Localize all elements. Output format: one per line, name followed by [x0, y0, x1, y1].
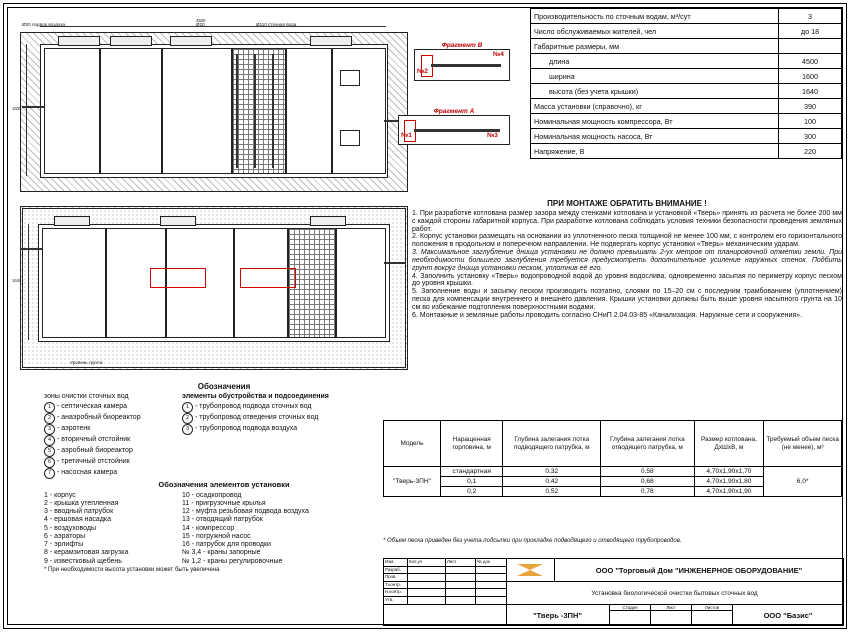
title-block-cell: Т.контр. — [384, 582, 408, 589]
legend-title: Обозначения — [197, 382, 251, 391]
drawing-name: "Тверь -3ПН" — [506, 605, 610, 626]
model-table-cell: 4,70х1,90х1,90 — [694, 487, 764, 497]
legend-left-list — [44, 402, 172, 479]
dim-line-section-height — [28, 224, 29, 340]
fragment-b-caption: Фрагмент В — [441, 42, 483, 49]
fragment-b-pipe — [431, 64, 501, 67]
title-block-cell — [408, 567, 446, 574]
legend-element-item: 12 - муфта резьбовая подвода воздуха — [182, 508, 309, 516]
section-lid-2 — [160, 216, 196, 226]
model-table-header: Глубина залегания лотка подводящего патрубка, м — [503, 421, 601, 467]
legend-text: - третичный отстойник — [57, 457, 130, 465]
note-item: 2. Корпус установки размещать на основании из уплотненного песка толщиной не менее 100 мм, с контролем его горизонтального положения в продольном и поперечном направлении. Не подвергать корпус установки «Тверь» механическим ударам. — [412, 233, 842, 249]
spec-label: Масса установки (справочно), кг — [531, 99, 779, 114]
chamber-6-top — [332, 48, 386, 174]
title-block-cell — [446, 567, 476, 574]
title-block-cell: № док — [477, 559, 490, 564]
title-block-cell: Изм. — [384, 559, 408, 566]
legend-item — [182, 413, 404, 424]
spec-label: Номинальная мощность насоса, Вт — [531, 129, 779, 144]
legend-text: - трубопровод подвода воздуха — [195, 424, 298, 432]
owner-name: ООО "Базис" — [763, 611, 813, 620]
title-block-row — [384, 559, 506, 567]
title-block-cell — [408, 589, 446, 596]
specification-table — [530, 8, 842, 159]
section-outlet-pipe — [384, 262, 406, 264]
company-logo-icon — [506, 559, 555, 581]
spec-row — [531, 144, 842, 159]
model-table-cell: 0,68 — [601, 477, 694, 487]
legend-elements-left — [44, 492, 172, 566]
model-table-cell: 0,1 — [441, 477, 503, 487]
spec-row — [531, 39, 842, 54]
fragment-b-body — [414, 49, 510, 81]
spec-value: 3 — [779, 9, 842, 24]
model-table-cell: 0,52 — [503, 487, 601, 497]
legend-text: - аэротенк — [57, 424, 91, 432]
title-block-cell — [476, 582, 506, 589]
spec-label: Габаритные размеры, мм — [531, 39, 779, 54]
model-table-header: Требуемый объем песка (не менее), м³ — [764, 421, 842, 467]
spec-row — [531, 129, 842, 144]
legend-element-item: 2 - крышка утепленная — [44, 499, 119, 507]
air-pipe-top-3 — [272, 54, 274, 168]
legend-element-item: 4 - ершовая насадка — [44, 516, 112, 524]
title-block-row — [384, 582, 506, 590]
legend-number: 3 — [182, 424, 193, 435]
pump-top — [340, 130, 360, 146]
section-ground-label: Уровень грунта — [70, 360, 103, 365]
legend-number: 2 — [44, 413, 55, 424]
legend-text: - аэробный биореактор — [57, 446, 133, 454]
model-table-cell: 0,78 — [601, 487, 694, 497]
air-pipe-top-2 — [254, 54, 256, 168]
legend-element-item: 7 - эрлифты — [44, 541, 84, 549]
legend-number: 1 — [182, 402, 193, 413]
title-block-cell — [446, 597, 476, 604]
section-lid-3 — [310, 216, 346, 226]
fragment-b — [414, 42, 510, 81]
legend-element-item: 14 - компрессор — [182, 524, 235, 532]
spec-row — [531, 114, 842, 129]
model-table-header: Размер котлована, ДхШхВ, м — [694, 421, 764, 467]
legend-element-item: 6 - аэраторы — [44, 532, 86, 540]
title-block-cell — [446, 574, 476, 581]
chamber-2-top — [100, 48, 162, 174]
spec-label: Напряжение, В — [531, 144, 779, 159]
spec-label: ширина — [531, 69, 779, 84]
note-item: 3. Максимальное заглубление днища установки не должно превышать 2-ух метров от планировочной отметки земли. При необходимости большего заглубления требуется предусмотреть дополнительное усиление наружных стенок. Подбить грунт вокруг днища установки песком, уплотнив её его. — [412, 249, 842, 272]
spec-value: 300 — [779, 129, 842, 144]
fragment-b-marker — [240, 268, 296, 288]
spec-row — [531, 69, 842, 84]
legend-number: 6 — [44, 457, 55, 468]
model-table-header: Наращенная горловина, м — [441, 421, 503, 467]
title-block-cell: Лист — [446, 559, 476, 566]
title-block-row — [384, 574, 506, 582]
legend-text: - насосная камера — [57, 468, 118, 476]
spec-row — [531, 99, 842, 114]
legend-item — [44, 457, 172, 468]
legend-item — [44, 413, 172, 424]
title-block-cell — [408, 582, 446, 589]
note-top-left: Ø20 подвод воздуха — [22, 22, 66, 27]
section-inlet-pipe — [20, 248, 42, 250]
legend-text: - трубопровод подвода сточных вод — [195, 402, 312, 410]
fragment-a-mark-1: №1 — [401, 132, 412, 139]
note-top-right: Ø110 сточная вода — [256, 22, 297, 27]
fragment-b-mark-1: №2 — [417, 68, 428, 75]
legend-element-item: 16 - патрубок для проводки — [182, 541, 271, 549]
legend-left-heading: зоны очистки сточных вод — [44, 393, 129, 401]
legend-text: - анаэробный биореактор — [57, 413, 141, 421]
object-name: Установка биологической очистки бытовых сточных вод — [506, 582, 843, 605]
spec-value — [779, 39, 842, 54]
spec-label: Номинальная мощность компрессора, Вт — [531, 114, 779, 129]
fragment-a — [398, 108, 510, 145]
legend-element-item: № 1,2 - краны регулировочные — [182, 557, 283, 565]
title-block-cell: Кол.уч — [408, 559, 446, 566]
fragment-a-marker — [150, 268, 206, 288]
dim-line-left-height — [26, 44, 27, 176]
chamber-4-top — [232, 48, 286, 174]
title-block-cell — [476, 589, 506, 596]
compressor-top — [340, 70, 360, 86]
spec-label: высота (без учета крышки) — [531, 84, 779, 99]
model-table-cell: 0,32 — [503, 467, 601, 477]
title-block-cell — [446, 582, 476, 589]
model-table-cell: стандартная — [441, 467, 503, 477]
dim-label-height: 1640 — [12, 278, 22, 283]
legend-item — [44, 435, 172, 446]
chamber-3-top — [162, 48, 232, 174]
model-name-cell: "Тверь-3ПН" — [384, 467, 441, 497]
spec-row — [531, 24, 842, 39]
legend-item — [182, 402, 404, 413]
chamber-1-top — [44, 48, 100, 174]
spec-label: Производительность по сточным водам, м³/сут — [531, 9, 779, 24]
model-table-header: Глубина залегания лотка отводящего патрубка, м — [601, 421, 694, 467]
legend-element-item: 1 - корпус — [44, 491, 76, 499]
model-parameters-table — [383, 420, 842, 497]
sheet-cell: Лист — [651, 605, 692, 626]
legend-elements-right — [182, 492, 404, 566]
note-top-mid: Ø20 — [196, 22, 205, 27]
spec-label: длина — [531, 54, 779, 69]
legend-footnote: * При необходимости высота установки может быть увеличена — [44, 566, 220, 573]
legend-text: - вторичный отстойник — [57, 435, 131, 443]
model-table-cell: 0,58 — [601, 467, 694, 477]
spec-value: 390 — [779, 99, 842, 114]
legend-item — [44, 468, 172, 479]
title-block-row — [384, 589, 506, 597]
notes-title: ПРИ МОНТАЖЕ ОБРАТИТЬ ВНИМАНИЕ ! — [547, 199, 707, 208]
model-table-cell: 0,2 — [441, 487, 503, 497]
model-table-cell: 4,70х1,90х1,80 — [694, 477, 764, 487]
title-block-cell: Утв. — [384, 597, 408, 604]
title-block-cell — [408, 597, 446, 604]
legend-block — [44, 382, 404, 574]
legend-number: 2 — [182, 413, 193, 424]
legend-element-item: 11 - пригрузочные крылья — [182, 499, 266, 507]
legend-right-heading: элементы обустройства и подсоединения — [182, 393, 329, 401]
dim-label-width: 1600 — [12, 106, 22, 111]
legend-element-item: 3 - вводный патрубок — [44, 508, 114, 516]
spec-row — [531, 54, 842, 69]
spec-value: 220 — [779, 144, 842, 159]
title-block-main — [506, 559, 843, 625]
spec-row — [531, 84, 842, 99]
legend-element-item: 9 - известковый щебень — [44, 557, 122, 565]
legend-item — [44, 424, 172, 435]
title-block-row — [384, 597, 506, 605]
legend-item — [44, 402, 172, 413]
title-block — [383, 558, 844, 626]
section-chamber-6 — [336, 228, 386, 338]
model-table-header: Модель — [384, 421, 441, 467]
stage-cell: Стадия — [610, 605, 651, 626]
air-pipe-top — [236, 54, 238, 168]
fragment-b-mark-2: №4 — [493, 51, 504, 58]
legend-number: 5 — [44, 446, 55, 457]
spec-row — [531, 9, 842, 24]
model-table-row — [384, 467, 842, 477]
title-block-row — [384, 567, 506, 575]
legend-number: 4 — [44, 435, 55, 446]
lid-2-top — [110, 36, 152, 46]
legend-item — [182, 424, 404, 435]
note-item: 4. Заполнить установку «Тверь» водопроводной водой до уровня водослива, одновременно засыпая по периметру корпус песком до уровня крышки. — [412, 272, 842, 288]
legend-element-item: 13 - отводящий патрубок — [182, 516, 263, 524]
title-block-cell — [446, 589, 476, 596]
company-name: ООО "Торговый Дом "ИНЖЕНЕРНОЕ ОБОРУДОВАНИЕ" — [595, 565, 803, 575]
note-item: 5. Заполнение воды и засыпку песком производить поэтапно, слоями по 15–20 см с последним трамбованием (уплотнением) песка для компенсации внутреннего и внешнего давления. Крышки установки должны быть выше уровня насыпного грунта на 10 см во избежание подтопления поверхностными водами. — [412, 288, 842, 311]
legend-number: 3 — [44, 424, 55, 435]
spec-value: 1640 — [779, 84, 842, 99]
legend-right-list — [182, 402, 404, 435]
section-chamber-1 — [42, 228, 106, 338]
installation-notes — [412, 200, 842, 320]
note-item: 1. При разработке котлована размер зазора между стенками котлована и установкой «Тверь» принять из расчета не более 200 мм с каждой стороны габаритной корпуса. При разработке котлована соблюдать условия техники безопасности проведения земляных работ. — [412, 209, 842, 233]
title-block-cell: Пров. — [384, 574, 408, 581]
top-plan-view — [10, 10, 408, 390]
dim-line-top-overall — [40, 26, 386, 27]
title-block-cell: Н.контр. — [384, 589, 408, 596]
model-table-cell: 4,70х1,90х1,70 — [694, 467, 764, 477]
spec-value: до 18 — [779, 24, 842, 39]
title-block-cell — [408, 574, 446, 581]
dim-label-length: 4500 — [196, 18, 206, 23]
spec-value: 1600 — [779, 69, 842, 84]
legend-number: 7 — [44, 468, 55, 479]
fragment-a-mark-2: №3 — [487, 132, 498, 139]
section-lid-1 — [54, 216, 90, 226]
legend-element-item: 8 - керамзитовая загрузка — [44, 549, 129, 557]
lid-1-top — [58, 36, 100, 46]
spec-value: 100 — [779, 114, 842, 129]
legend-item — [44, 446, 172, 457]
lid-3-top — [170, 36, 212, 46]
title-block-revisions — [384, 559, 507, 625]
spec-label: Число обслуживаемых жителей, чел — [531, 24, 779, 39]
title-block-cell — [476, 597, 506, 604]
title-block-cell — [476, 567, 506, 574]
legend-element-item: 5 - воздуховоды — [44, 524, 97, 532]
legend-elements-heading: Обозначения элементов установки — [158, 479, 290, 489]
legend-element-item: 15 - погружной насос — [182, 532, 251, 540]
lid-4-top — [310, 36, 352, 46]
sand-volume-cell: 6,0* — [764, 467, 842, 497]
spec-value: 4500 — [779, 54, 842, 69]
legend-element-item: 10 - осадкопровод — [182, 491, 242, 499]
title-block-cell — [476, 574, 506, 581]
legend-number: 1 — [44, 402, 55, 413]
legend-text: - септическая камера — [57, 402, 128, 410]
model-table-cell: 0,42 — [503, 477, 601, 487]
legend-text: - трубопровод отведения сточных вод — [195, 413, 319, 421]
chamber-5-top — [286, 48, 332, 174]
legend-element-item: № 3,4 - краны запорные — [182, 549, 261, 557]
sheets-cell: Листов — [692, 605, 733, 626]
model-table-note: * Объем песка приведен без учета подсыпки при прокладке подводящего и отводящего трубопроводов. — [383, 538, 682, 544]
note-item: 6. Монтажные и земляные работы проводить согласно СНиП 2.04.03-85 «Канализация. Наружные сети и сооружения». — [412, 311, 803, 319]
fragment-a-caption: Фрагмент А — [433, 108, 475, 115]
fragment-a-body — [398, 115, 510, 145]
title-block-cell: Разраб. — [384, 567, 408, 574]
